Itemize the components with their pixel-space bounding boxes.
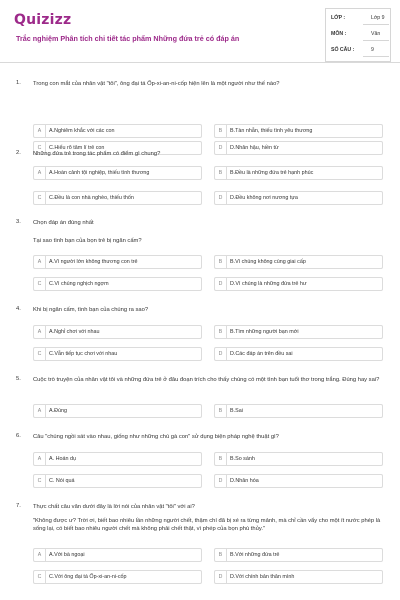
- option-c[interactable]: [33, 570, 202, 584]
- option-text: C.Vẫn tiếp tục chơi với nhau: [49, 351, 118, 357]
- option-text: A.Đúng: [49, 408, 67, 414]
- option-text: D.Vì chúng là những đứa trẻ hư: [230, 281, 307, 287]
- option-text: C.Với ông đại tá Ốp-xi-an-ni-cốp: [49, 574, 127, 580]
- question-subtext: Tại sao tình bạn của bọn trẻ bị ngăn cấm?: [33, 238, 142, 244]
- question-text: Thực chất câu văn dưới đây là lời nói của nhân vật "tôi" với ai?: [33, 504, 195, 510]
- option-letter: A: [34, 549, 46, 561]
- option-letter: A: [34, 453, 46, 465]
- option-text: D.Với chính bản thân mình: [230, 574, 295, 580]
- option-letter: B: [215, 549, 227, 561]
- option-letter: D: [215, 192, 227, 204]
- question-number: 5.: [16, 376, 21, 382]
- option-letter: B: [215, 326, 227, 338]
- option-text: A. Hoán dụ: [49, 456, 76, 462]
- option-d[interactable]: [214, 347, 383, 361]
- meta-row-count: [331, 47, 386, 62]
- option-letter: D: [215, 142, 227, 154]
- option-letter: D: [215, 348, 227, 360]
- option-letter: C: [34, 348, 46, 360]
- option-letter: C: [34, 278, 46, 290]
- option-a[interactable]: [33, 255, 202, 269]
- option-text: B.Tàn nhẫn, thiếu tình yêu thương: [230, 128, 313, 134]
- option-letter: B: [215, 125, 227, 137]
- option-letter: D: [215, 571, 227, 583]
- question-text: Cuộc trò truyện của nhân vật tôi và những đứa trẻ ở đâu đoạn trích cho thấy chúng có một tình bạn tuổi thơ trong trắng. Đúng hay sai?: [33, 377, 380, 383]
- question-text: Trong con mắt của nhân vật "tôi", ông đại tá Ốp-xi-an-ni-cốp hiện lên là một người như thế nào?: [33, 81, 280, 87]
- option-text: A.Vì người lớn không thương con trẻ: [49, 259, 138, 265]
- meta-value: 9: [371, 47, 374, 53]
- option-b[interactable]: [214, 452, 383, 466]
- question-number: 3.: [16, 219, 21, 225]
- option-text: B.Tìm những người bạn mới: [230, 329, 299, 335]
- option-letter: B: [215, 256, 227, 268]
- meta-value: Lớp 9: [371, 15, 385, 21]
- option-letter: A: [34, 405, 46, 417]
- option-text: C.Hiểu rõ tâm lí trẻ con: [49, 145, 105, 151]
- meta-row-grade: [331, 15, 386, 30]
- option-text: B.Đều là những đứa trẻ hạnh phúc: [230, 170, 314, 176]
- option-c[interactable]: [33, 277, 202, 291]
- option-letter: B: [215, 405, 227, 417]
- option-a[interactable]: [33, 166, 202, 180]
- option-letter: C: [34, 475, 46, 487]
- option-b[interactable]: [214, 404, 383, 418]
- option-text: B.So sánh: [230, 456, 255, 462]
- option-b[interactable]: [214, 325, 383, 339]
- option-text: A.Nghỉ chơi với nhau: [49, 329, 100, 335]
- option-text: A.Hoàn cảnh tội nghiệp, thiếu tình thương: [49, 170, 150, 176]
- option-b[interactable]: [214, 255, 383, 269]
- option-text: B.Vì chúng không cùng giai cấp: [230, 259, 306, 265]
- option-text: D.Đều không nơi nương tựa: [230, 195, 298, 201]
- option-b[interactable]: [214, 548, 383, 562]
- option-c[interactable]: [33, 347, 202, 361]
- option-letter: C: [34, 571, 46, 583]
- option-a[interactable]: [33, 548, 202, 562]
- option-text: D.Nhân hóa: [230, 478, 259, 484]
- option-a[interactable]: [33, 404, 202, 418]
- question-number: 6.: [16, 433, 21, 439]
- question-number: 4.: [16, 306, 21, 312]
- question-text: Chọn đáp án đúng nhất: [33, 220, 94, 226]
- option-c[interactable]: [33, 474, 202, 488]
- worksheet-title: Trắc nghiệm Phân tích chi tiết tác phẩm Những đứa trẻ có đáp án: [16, 34, 240, 43]
- option-text: B.Sai: [230, 408, 243, 414]
- option-a[interactable]: [33, 325, 202, 339]
- question-text: Những đứa trẻ trong tác phẩm có điểm gì chung?: [33, 151, 161, 157]
- option-d[interactable]: [214, 277, 383, 291]
- option-letter: C: [34, 142, 46, 154]
- meta-label: LỚP :: [331, 15, 346, 21]
- worksheet-header: [0, 0, 400, 63]
- question-number: 7.: [16, 503, 21, 509]
- option-letter: A: [34, 125, 46, 137]
- meta-row-subject: [331, 31, 386, 46]
- meta-box: [325, 8, 391, 62]
- option-b[interactable]: [214, 124, 383, 138]
- option-text: A.Nghiêm khắc với các con: [49, 128, 115, 134]
- question-text: Câu "chúng ngồi sát vào nhau, giống như những chú gà con" sử dụng biện pháp nghệ thuật gì?: [33, 434, 279, 440]
- option-text: C.Vì chúng nghịch ngợm: [49, 281, 109, 287]
- option-text: D.Các đáp án trên đều sai: [230, 351, 293, 357]
- option-d[interactable]: [214, 191, 383, 205]
- option-d[interactable]: [214, 474, 383, 488]
- option-text: B.Với những đứa trẻ: [230, 552, 280, 558]
- question-number: 2.: [16, 150, 21, 156]
- quizizz-logo: Quizizz: [14, 12, 72, 28]
- question-subtext: "Không được ư? Trời ơi, biết bao nhiêu lần những người chết, thậm chí đã bị xé ra từng mảnh, mà chỉ cần vẩy cho một ít nước phép là sống lại, có biết bao nhiêu người chết mà không phải chết thật, vì phép của bọn phù thủy.": [33, 518, 381, 533]
- option-b[interactable]: [214, 166, 383, 180]
- option-letter: A: [34, 326, 46, 338]
- option-text: C. Nói quá: [49, 478, 75, 484]
- option-text: C.Đều là con nhà nghèo, thiếu thốn: [49, 195, 134, 201]
- option-letter: D: [215, 475, 227, 487]
- question-number: 1.: [16, 80, 21, 86]
- option-letter: B: [215, 453, 227, 465]
- option-letter: D: [215, 278, 227, 290]
- option-a[interactable]: [33, 452, 202, 466]
- option-d[interactable]: [214, 570, 383, 584]
- option-c[interactable]: [33, 191, 202, 205]
- option-letter: C: [34, 192, 46, 204]
- option-letter: B: [215, 167, 227, 179]
- option-text: D.Nhân hậu, hiền từ: [230, 145, 279, 151]
- option-a[interactable]: [33, 124, 202, 138]
- meta-label: MÔN :: [331, 31, 347, 37]
- option-letter: A: [34, 167, 46, 179]
- meta-value: Văn: [371, 31, 381, 37]
- option-text: A.Với bà ngoại: [49, 552, 85, 558]
- question-text: Khi bị ngăn cấm, tình bạn của chúng ra sao?: [33, 307, 149, 313]
- meta-label: SỐ CÂU :: [331, 47, 355, 53]
- option-letter: A: [34, 256, 46, 268]
